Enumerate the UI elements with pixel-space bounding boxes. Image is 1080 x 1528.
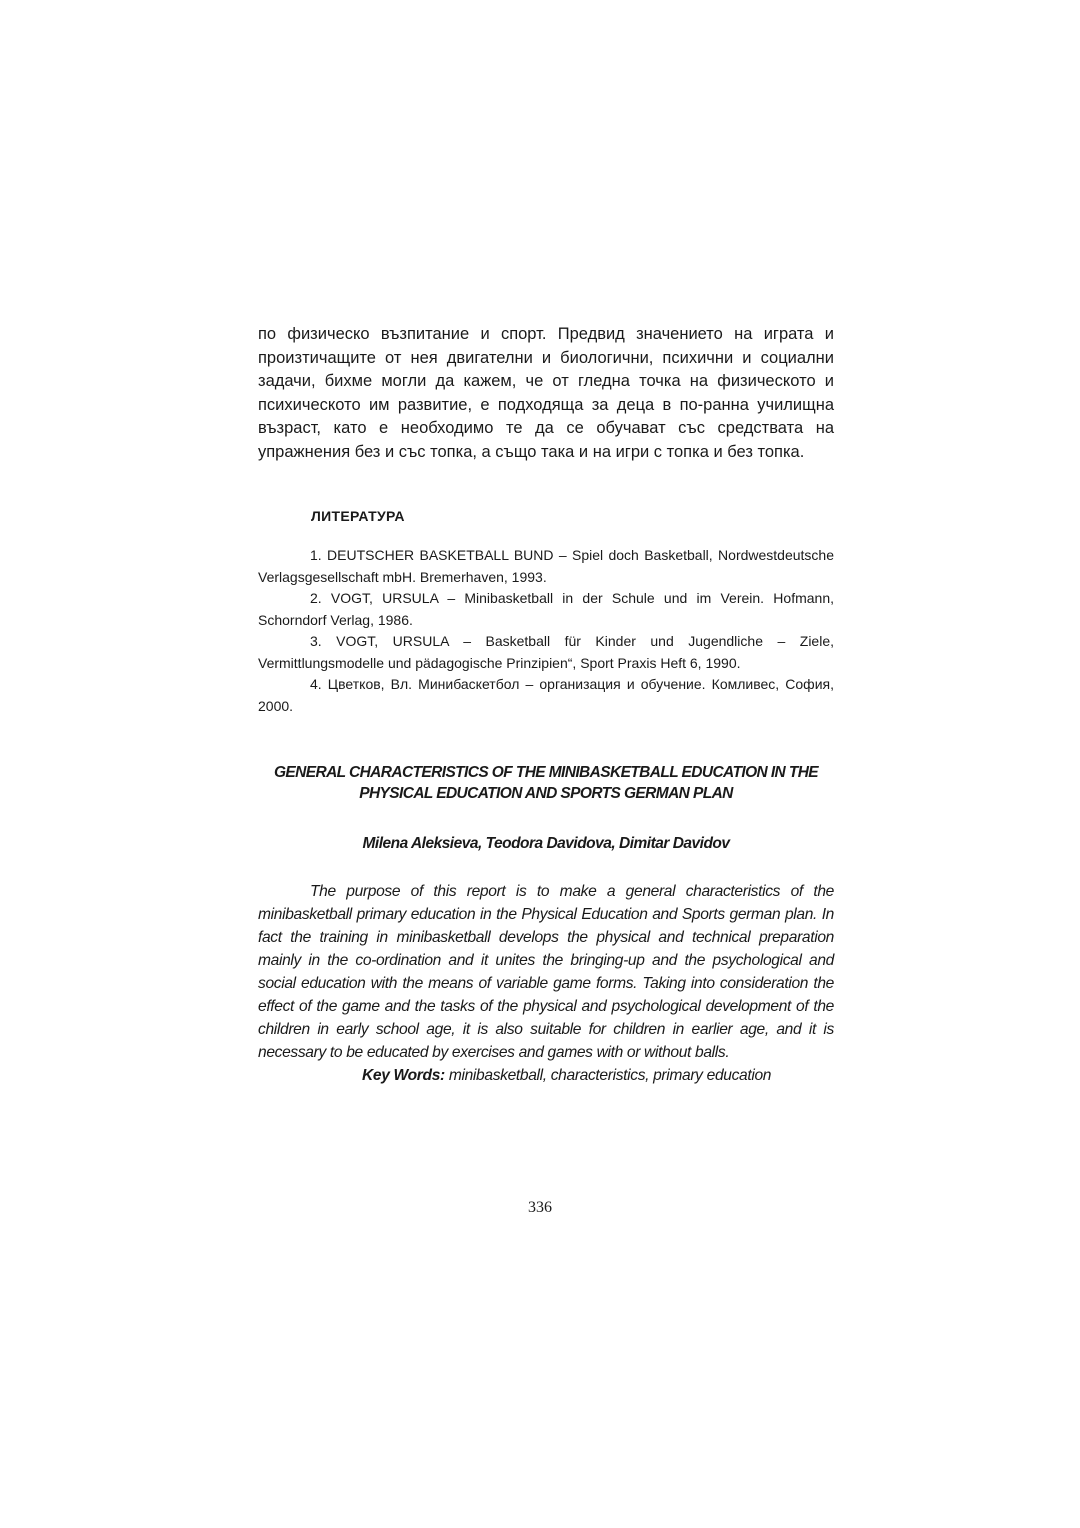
reference-item: 2. VOGT, URSULA – Minibasketball in der Schule und im Verein. Hofmann, Schorndorf Verlag, 1986. — [258, 590, 834, 628]
keywords-label: Key Words: — [362, 1067, 445, 1084]
keywords-line — [258, 1064, 834, 1087]
abstract-text: The purpose of this report is to make a general characteristics of the minibasketball primary education in the Physical Education and Sports german plan. In fact the training in minibasketball develops the physical and technical preparation mainly in the co-ordination and it unites the bringing-up and the psychological and social education with the means of variable game forms. Taking into consideration the effect of the game and the tasks of the physical and psychological development of the children in early school age, it is also suitable for children in earlier age, and it is necessary to be educated by exercises and games with or without balls. — [258, 883, 834, 1061]
page-number: 336 — [528, 1199, 552, 1216]
reference-item: 4. Цветков, Вл. Минибаскетбол – организация и обучение. Комливес, София, 2000. — [258, 676, 834, 714]
reference-item: 1. DEUTSCHER BASKETBALL BUND – Spiel doch Basketball, Nordwestdeutsche Verlagsgesellschaft mbH. Bremerhaven, 1993. — [258, 547, 834, 585]
english-authors: Milena Aleksieva, Teodora Davidova, Dimitar Davidov — [362, 835, 730, 852]
keywords-text: minibasketball, characteristics, primary education — [448, 1067, 772, 1084]
references-heading: ЛИТЕРАТУРА — [311, 508, 405, 524]
body-paragraph: по физическо възпитание и спорт. Предвид значението на играта и произтичащите от нея двигателни и биологични, психични и социални задачи, бихме могли да кажем, че от гледна точка на физическото и психическото им развитие, е подходяща за деца в по-ранна училищна възраст, като е необходимо те да се обучават със средствата на упражнения без и със топка, а също така и на игри с топка и без топка. — [258, 325, 834, 461]
english-title: GENERAL CHARACTERISTICS OF THE MINIBASKETBALL EDUCATION IN THE PHYSICAL EDUCATION AND SPORTS GERMAN PLAN — [273, 764, 819, 802]
references-list — [258, 545, 834, 717]
english-abstract — [258, 880, 834, 1087]
reference-item: 3. VOGT, URSULA – Basketball für Kinder und Jugendliche – Ziele, Vermittlungsmodelle und pädagogische Prinzipien“, Sport Praxis Heft 6, 1990. — [258, 633, 834, 671]
